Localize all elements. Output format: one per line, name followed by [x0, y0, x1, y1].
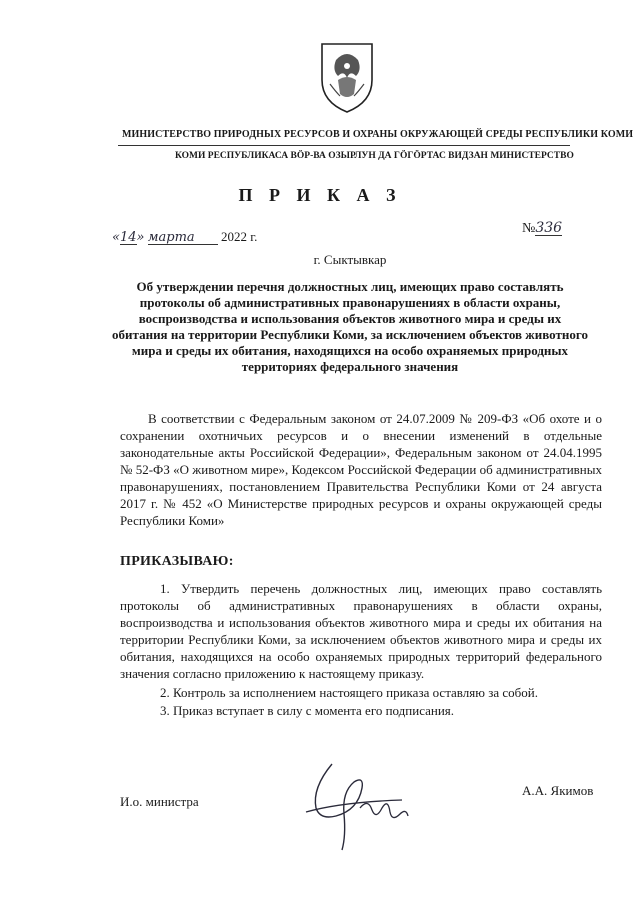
order-item-3: 3. Приказ вступает в силу с момента его подписания. [160, 703, 455, 718]
ministry-name-komi: КОМИ РЕСПУБЛИКАСА ВӦР-ВА ОЗЫРЛУН ДА ГӦГӦРТАС ВИДЗАН МИНИСТЕРСТВО [175, 151, 574, 161]
document-number [522, 221, 562, 237]
date-day: 14 [119, 230, 137, 245]
handwritten-signature [302, 758, 412, 854]
signatory-name: А.А. Якимов [522, 783, 594, 798]
document-heading: Об утверждении перечня должностных лиц, имеющих право составлять протоколы об административных правонарушениях в области охраны, воспроизводства и использования объектов животного мира и среды их обитания на территории Республики Коми, за исключением объектов животного мира и среды их обитания, находящихся на особо охраняемых природных территориях федерального значения [112, 279, 588, 374]
coat-of-arms-emblem [318, 40, 376, 114]
date-year: 2022 г. [220, 229, 258, 244]
preamble-paragraph: В соответствии с Федеральным законом от 24.07.2009 № 209-ФЗ «Об охоте и о сохранении охотничьих ресурсов и о внесении изменений в отдельные законодательные акты Российской Федерации», Федеральным законом от 24.04.1995 № 52-ФЗ «О животном мире», Кодексом Российской Федерации об административных правонарушениях, постановлением Правительства Республики Коми от 24 августа 2017 г. № 452 «О Министерстве природных ресурсов и охраны окружающей среды Республики Коми» [120, 411, 602, 528]
document-type-title: П Р И К А З [238, 185, 402, 205]
header-divider [118, 145, 570, 146]
document-city: г. Сыктывкар [313, 252, 387, 267]
order-item-2: 2. Контроль за исполнением настоящего приказа оставляю за собой. [160, 685, 538, 700]
date-month: марта [148, 231, 218, 245]
order-keyword: ПРИКАЗЫВАЮ: [120, 554, 234, 569]
order-item-1: 1. Утвердить перечень должностных лиц, имеющих право составлять протоколы об административных правонарушениях в области охраны, воспроизводства и использования объектов животного мира и среды их обитания на территории Республики Коми, за исключением объектов животного мира и среды их обитания, находящихся на особо охраняемых природных территорий федерального значения согласно приложению к настоящему приказу. [120, 581, 602, 681]
document-date: «14» марта 2022 г. [112, 229, 258, 245]
number-prefix: № [522, 221, 536, 236]
signatory-role: И.о. министра [120, 794, 199, 809]
number-value: 336 [535, 220, 563, 236]
ministry-name-ru: МИНИСТЕРСТВО ПРИРОДНЫХ РЕСУРСОВ И ОХРАНЫ ОКРУЖАЮЩЕЙ СРЕДЫ РЕСПУБЛИКИ КОМИ [122, 129, 634, 140]
